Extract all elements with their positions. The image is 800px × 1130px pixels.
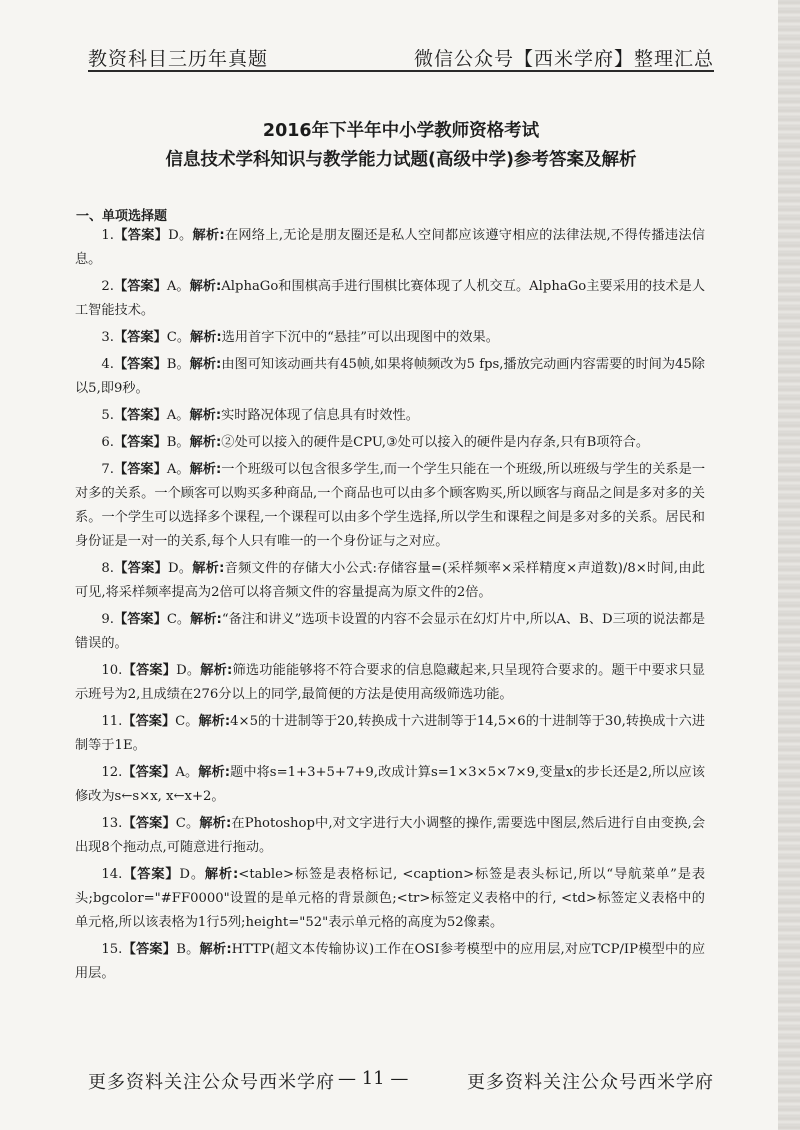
answer-number: 3. xyxy=(101,330,114,345)
answer-number: 14. xyxy=(101,867,123,882)
answer-item xyxy=(75,812,705,860)
answer-choice: D。 xyxy=(179,867,205,882)
analysis-text: 音频文件的存储大小公式:存储容量=(采样频率×采样精度×声道数)/8×时间,由此可见,将采样频率提高为2倍可以将音频文件的容量提高为原文件的2倍。 xyxy=(75,561,705,600)
analysis-text: 实时路况体现了信息具有时效性。 xyxy=(221,408,419,423)
answer-tag: 【答案】 xyxy=(113,279,167,294)
analysis-text: AlphaGo和围棋高手进行围棋比赛体现了人机交互。AlphaGo主要采用的技术是人工智能技术。 xyxy=(75,279,706,318)
answer-item xyxy=(75,608,705,656)
analysis-label: 解析: xyxy=(189,408,222,423)
answer-tag: 【答案】 xyxy=(113,357,167,372)
answer-choice: A。 xyxy=(166,462,190,477)
analysis-text: 题中将s=1+3+5+7+9,改成计算s=1×3×5×7×9,变量x的步长还是2,所以应该修改为s←s×x, x←x+2。 xyxy=(75,765,705,804)
answer-item xyxy=(75,557,705,605)
page-number: — 11 — xyxy=(338,1068,409,1089)
analysis-label: 解析: xyxy=(192,228,225,243)
answer-tag: 【答案】 xyxy=(122,765,176,780)
answer-item xyxy=(75,938,705,986)
answer-tag: 【答案】 xyxy=(113,462,167,477)
answer-number: 9. xyxy=(101,612,114,627)
analysis-text: 由图可知该动画共有45帧,如果将帧频改为5 fps,播放完动画内容需要的时间为45除以5,即9秒。 xyxy=(75,357,705,396)
analysis-label: 解析: xyxy=(198,765,231,780)
answer-choice: D。 xyxy=(176,663,201,678)
answer-choice: C。 xyxy=(175,816,200,831)
answer-item xyxy=(75,326,705,350)
answer-number: 12. xyxy=(101,765,123,780)
answer-choice: D。 xyxy=(167,561,193,576)
analysis-text: 筛选功能能够将不符合要求的信息隐藏起来,只呈现符合要求的。题干中要求只显示班号为2,且成绩在276分以上的同学,最简便的方法是使用高级筛选功能。 xyxy=(75,663,705,702)
answer-item xyxy=(75,224,705,272)
answer-number: 15. xyxy=(101,942,123,957)
answer-choice: A。 xyxy=(166,279,190,294)
answer-number: 13. xyxy=(101,816,123,831)
answer-number: 8. xyxy=(101,561,114,576)
answer-number: 5. xyxy=(101,408,114,423)
scan-edge xyxy=(778,0,800,1130)
answer-choice: C。 xyxy=(166,330,191,345)
analysis-label: 解析: xyxy=(189,357,222,372)
answer-choice: A。 xyxy=(166,408,190,423)
answer-item xyxy=(75,431,705,455)
answer-list xyxy=(75,224,705,989)
section-heading: 一、单项选择题 xyxy=(76,209,168,224)
page-header xyxy=(88,40,714,72)
answer-item xyxy=(75,404,705,428)
analysis-label: 解析: xyxy=(189,279,222,294)
answer-choice: D。 xyxy=(168,228,193,243)
answer-number: 6. xyxy=(101,435,114,450)
document-title-line2: 信息技术学科知识与教学能力试题(高级中学)参考答案及解析 xyxy=(165,150,637,170)
answer-number: 4. xyxy=(101,357,114,372)
answer-tag: 【答案】 xyxy=(122,867,180,882)
analysis-label: 解析: xyxy=(190,612,222,627)
footer-right-text: 更多资料关注公众号西米学府 xyxy=(467,1072,714,1093)
answer-number: 2. xyxy=(101,279,114,294)
answer-tag: 【答案】 xyxy=(113,612,167,627)
answer-choice: A。 xyxy=(175,765,199,780)
answer-choice: C。 xyxy=(175,714,199,729)
page-footer xyxy=(88,1068,714,1096)
analysis-text: 选用首字下沉中的“悬挂”可以出现图中的效果。 xyxy=(221,330,499,345)
analysis-label: 解析: xyxy=(198,714,231,729)
footer-left-text: 更多资料关注公众号西米学府 xyxy=(88,1072,335,1093)
answer-item xyxy=(75,458,705,554)
analysis-text: ②处可以接入的硬件是CPU,③处可以接入的硬件是内存条,只有B项符合。 xyxy=(221,435,650,450)
answer-number: 7. xyxy=(101,462,114,477)
analysis-text: 一个班级可以包含很多学生,而一个学生只能在一个班级,所以班级与学生的关系是一对多的关系。一个顾客可以购买多种商品,一个商品也可以由多个顾客购买,所以顾客与商品之间是多对多的关系。一个学生可以选择多个课程,一个课程可以由多个学生选择,所以学生和课程之间是多对多的关系。居民和身份证是一对一的关系,每个人只有唯一的一个身份证与之对应。 xyxy=(75,462,706,549)
analysis-text: “备注和讲义”选项卡设置的内容不会显示在幻灯片中,所以A、B、D三项的说法都是错误的。 xyxy=(75,612,706,651)
analysis-text: 在网络上,无论是朋友圈还是私人空间都应该遵守相应的法律法规,不得传播违法信息。 xyxy=(75,228,705,267)
analysis-label: 解析: xyxy=(192,561,225,576)
answer-item xyxy=(75,659,705,707)
answer-number: 1. xyxy=(101,228,114,243)
analysis-label: 解析: xyxy=(199,816,232,831)
answer-tag: 【答案】 xyxy=(113,435,167,450)
answer-item xyxy=(75,710,705,758)
analysis-label: 解析: xyxy=(190,330,222,345)
answer-choice: B。 xyxy=(166,435,190,450)
answer-tag: 【答案】 xyxy=(122,942,177,957)
analysis-label: 解析: xyxy=(200,663,233,678)
answer-number: 10. xyxy=(101,663,123,678)
analysis-text: 4×5的十进制等于20,转换成十六进制等于14,5×6的十进制等于30,转换成十六进制等于1E。 xyxy=(75,714,706,753)
answer-choice: B。 xyxy=(176,942,200,957)
answer-item xyxy=(75,863,705,935)
answer-item xyxy=(75,353,705,401)
analysis-label: 解析: xyxy=(189,435,222,450)
answer-number: 11. xyxy=(101,714,123,729)
header-left-text: 教资科目三历年真题 xyxy=(88,48,269,70)
analysis-text: HTTP(超文本传输协议)工作在OSI参考模型中的应用层,对应TCP/IP模型中的应用层。 xyxy=(75,942,706,981)
analysis-text: 在Photoshop中,对文字进行大小调整的操作,需要选中图层,然后进行自由变换,会出现8个拖动点,可随意进行拖动。 xyxy=(75,816,706,855)
analysis-text: <table>标签是表格标记, <caption>标签是表头标记,所以“导航菜单”是表头;bgcolor="#FF0000"设置的是单元格的背景颜色;<tr>标签定义表格中的行, <td>标签定义表格中的单元格,所以该表格为1行5列;height="52"表示单元格的高度为52像素。 xyxy=(75,867,706,930)
answer-choice: C。 xyxy=(166,612,191,627)
answer-choice: B。 xyxy=(166,357,190,372)
answer-tag: 【答案】 xyxy=(122,663,177,678)
answer-tag: 【答案】 xyxy=(113,228,169,243)
answer-tag: 【答案】 xyxy=(113,330,167,345)
analysis-label: 解析: xyxy=(204,867,239,882)
answer-item xyxy=(75,761,705,809)
analysis-label: 解析: xyxy=(199,942,232,957)
analysis-label: 解析: xyxy=(189,462,222,477)
document-title-line1: 2016年下半年中小学教师资格考试 xyxy=(262,121,540,141)
answer-tag: 【答案】 xyxy=(122,714,176,729)
header-right-text: 微信公众号【西米学府】整理汇总 xyxy=(413,48,714,70)
answer-tag: 【答案】 xyxy=(113,561,168,576)
answer-item xyxy=(75,275,705,323)
answer-tag: 【答案】 xyxy=(122,816,176,831)
answer-tag: 【答案】 xyxy=(113,408,167,423)
